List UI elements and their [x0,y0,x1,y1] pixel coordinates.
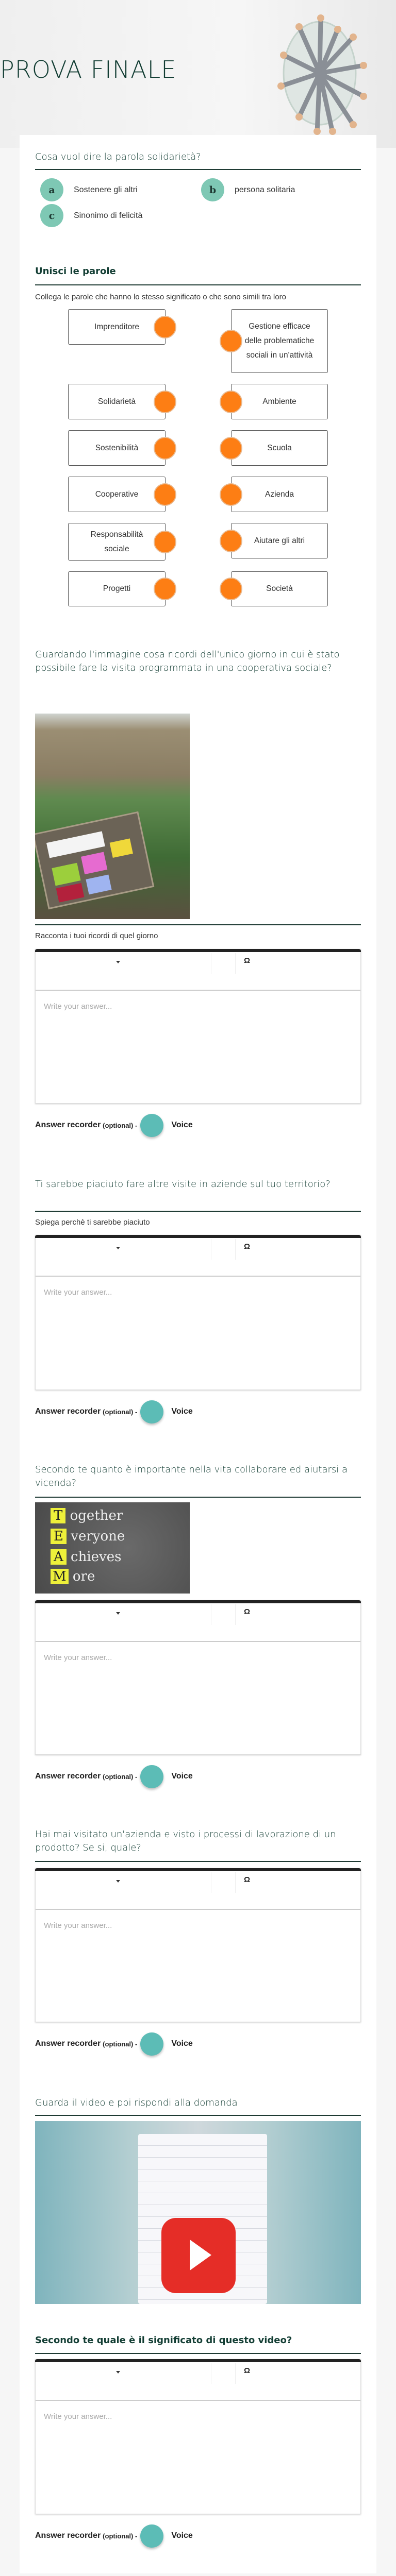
connector-dot[interactable] [220,391,242,413]
voice-label: Voice [171,1407,193,1416]
format-dropdown-icon[interactable] [116,1247,120,1249]
question-title: Unisci le parole [35,266,116,277]
question-title: Cosa vuol dire la parola solidarietà? [35,151,201,162]
connector-dot[interactable] [220,330,242,352]
connector-dot[interactable] [220,530,242,552]
youtube-play-icon[interactable] [161,2218,236,2293]
format-dropdown-icon[interactable] [116,961,120,963]
option-a[interactable] [40,178,138,201]
connector-dot[interactable] [220,578,242,600]
format-dropdown-icon[interactable] [116,2371,120,2374]
divider [35,924,361,925]
match-left-item[interactable]: Imprenditore [68,309,166,345]
answer-input[interactable] [36,1277,360,1389]
answer-recorder [35,1765,193,1788]
recorder-label: Answer recorder [35,1772,101,1781]
connector-dot[interactable] [154,578,176,600]
connector-dot[interactable] [220,483,242,506]
connector-dot[interactable] [154,531,176,553]
team-letter: E [51,1529,67,1544]
divider [35,1861,361,1862]
answer-input[interactable] [36,1642,360,1754]
editor-toolbar [36,1868,360,1910]
team-image [35,1502,190,1594]
voice-label: Voice [171,1121,193,1129]
recorder-optional: (optional) - [103,2040,138,2048]
team-word: chieves [71,1549,122,1565]
connector-dot[interactable] [154,316,176,338]
team-letter: A [51,1549,67,1565]
question-title: Ti sarebbe piaciuto fare altre visite in aziende sul tuo territorio? [35,1179,331,1190]
answer-recorder [35,2032,193,2056]
answer-recorder [35,1400,193,1423]
match-left-item[interactable]: Sostenibilità [68,430,166,466]
option-letter: c [40,204,63,227]
recorder-label: Answer recorder [35,2531,101,2540]
team-word: ogether [70,1508,123,1523]
editor-toolbar [36,1235,360,1277]
option-c[interactable] [40,204,142,227]
answer-editor [35,1868,361,2022]
connector-dot[interactable] [154,391,176,413]
garden-photo [35,714,190,919]
answer-recorder [35,2524,193,2548]
recorder-label: Answer recorder [35,1121,101,1129]
record-button[interactable] [140,2524,163,2548]
option-text: Sinonimo di felicità [74,211,143,220]
match-right-item[interactable]: Gestione efficace delle problematiche sociali in un'attività [231,309,328,373]
option-text: persona solitaria [235,185,295,194]
format-dropdown-icon[interactable] [116,1612,120,1615]
recorder-optional: (optional) - [103,2532,138,2540]
answer-editor [35,1235,361,1390]
recorder-label: Answer recorder [35,2039,101,2048]
option-b[interactable] [201,178,295,201]
answer-recorder [35,1113,193,1137]
match-right-item[interactable]: Società [231,571,328,606]
question-title: Hai mai visitato un'azienda e visto i processi di lavorazione di un prodotto? Se si, quale? [35,1829,336,1853]
special-character-button[interactable]: Ω [244,956,251,965]
match-left-item[interactable]: Solidarietà [68,384,166,419]
recorder-optional: (optional) - [103,1772,138,1781]
recorder-optional: (optional) - [103,1121,138,1129]
editor-toolbar [36,2359,360,2401]
instruction: Collega le parole che hanno lo stesso significato o che sono simili tra loro [35,293,286,301]
record-button[interactable] [140,1400,163,1423]
team-letter: T [51,1508,65,1523]
special-character-button[interactable]: Ω [244,1875,251,1884]
answer-editor [35,2359,361,2514]
editor-toolbar [36,1600,360,1642]
recorder-optional: (optional) - [103,1408,138,1416]
connector-dot[interactable] [154,437,176,460]
voice-label: Voice [171,2039,193,2048]
question-title: Guardando l'immagine cosa ricordi dell'unico giorno in cui è stato possibile fare la visita programmata in una cooperativa sociale? [35,649,340,673]
voice-label: Voice [171,2531,193,2540]
editor-toolbar [36,949,360,991]
special-character-button[interactable]: Ω [244,1607,251,1616]
format-dropdown-icon[interactable] [116,1880,120,1883]
option-text: Sostenere gli altri [74,185,138,194]
divider [35,1211,361,1212]
match-left-item[interactable]: Responsabilità sociale [68,523,166,561]
pencils-image [268,9,369,135]
garden-sign [35,811,154,909]
team-letter: M [51,1569,69,1584]
answer-label: Racconta i tuoi ricordi di quel giorno [35,931,158,940]
answer-label: Spiega perchè ti sarebbe piaciuto [35,1218,150,1227]
divider [35,2353,361,2354]
divider [35,1497,361,1498]
team-word: veryone [71,1529,125,1544]
connector-dot[interactable] [154,483,176,506]
answer-input[interactable] [36,1910,360,2022]
match-right-item[interactable]: Scuola [231,430,328,466]
divider [35,169,361,170]
recorder-label: Answer recorder [35,1407,101,1416]
option-letter: b [201,178,224,201]
option-letter: a [40,178,63,201]
answer-input[interactable] [36,991,360,1103]
divider [35,284,361,285]
record-button[interactable] [140,1114,163,1137]
question-title: Guarda il video e poi rispondi alla domanda [35,2097,238,2108]
match-right-item[interactable]: Aiutare gli altri [231,523,328,558]
record-button[interactable] [140,1765,163,1788]
match-right-item[interactable]: Ambiente [231,384,328,419]
team-word: ore [72,1569,95,1584]
answer-editor [35,1600,361,1755]
special-character-button[interactable]: Ω [244,2366,251,2375]
voice-label: Voice [171,1772,193,1781]
page-title: PROVA FINALE [0,56,177,83]
answer-input[interactable] [36,2401,360,2514]
question-title: Secondo te quanto è importante nella vita collaborare ed aiutarsi a vicenda? [35,1464,348,1488]
match-left-item[interactable]: Progetti [68,571,166,606]
record-button[interactable] [140,2032,163,2056]
match-right-item[interactable]: Azienda [231,477,328,512]
connector-dot[interactable] [220,437,242,460]
match-left-item[interactable]: Cooperative [68,477,166,512]
special-character-button[interactable]: Ω [244,1242,251,1251]
divider [35,2115,361,2116]
question-title: Secondo te quale è il significato di questo video? [35,2335,292,2346]
answer-editor [35,949,361,1104]
video-player[interactable] [35,2121,361,2304]
